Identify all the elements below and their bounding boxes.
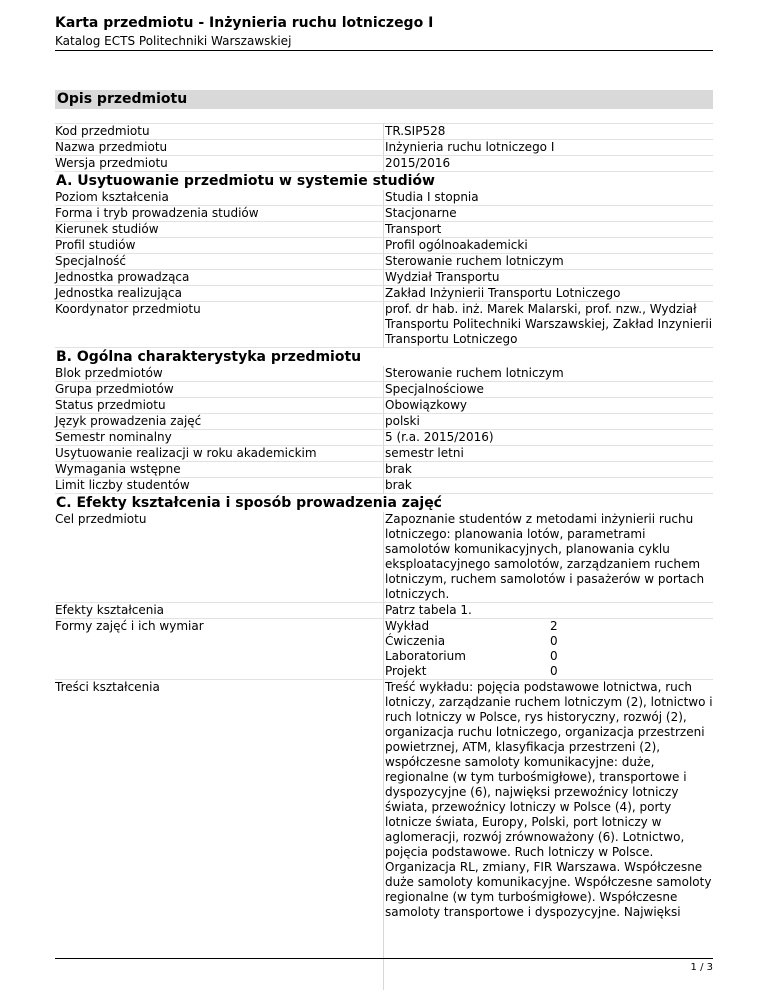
row-value: Zapoznanie studentów z metodami inżynierii ruchu lotniczego: planowania lotów, parametrami samolotów komunikacyjnych, planowania cyklu eksploatacyjnego samolotów, zarządzaniem ruchem lotniczym, ruchem samolotów i pasażerów w portach lotniczych. bbox=[384, 512, 713, 603]
table-row bbox=[55, 446, 713, 462]
row-label: Kierunek studiów bbox=[55, 222, 384, 238]
row-value: Obowiązkowy bbox=[384, 398, 713, 414]
row-value: Profil ogólnoakademicki bbox=[384, 238, 713, 254]
row-value: prof. dr hab. inż. Marek Malarski, prof. nzw., Wydział Transportu Politechniki Warszawskiej, Zakład Inzynierii Transportu Lotniczego bbox=[385, 302, 713, 346]
table-row bbox=[55, 270, 713, 286]
table-row bbox=[55, 238, 713, 254]
row-value: semestr letni bbox=[384, 446, 713, 462]
table-row bbox=[55, 222, 713, 238]
row-label: Kod przedmiotu bbox=[55, 124, 384, 140]
row-label: Treści kształcenia bbox=[55, 680, 384, 920]
row-label: Język prowadzenia zajęć bbox=[55, 414, 384, 430]
row-label: Formy zajęć i ich wymiar bbox=[55, 619, 384, 680]
row-value: Treść wykładu: pojęcia podstawowe lotnictwa, ruch lotniczy, zarządzanie ruchem lotniczym (2), lotnictwo i ruch lotniczy w Polsce, rys historyczny, rozwój (2), organizacja ruchu lotniczego, organizacja przestrzeni powietrznej, ATM, klasyfikacja przestrzeni (2), współczesne samoloty komunikacyjne: duże, regionalne (w tym turbośmigłowe), transportowe i dyspozycyjne (6), najwięksi przewoźnicy lotniczy świata, przewoźnicy lotniczy w Polsce (4), porty lotnicze świata, Europy, Polski, port lotniczy w aglomeracji, rozwój zrównoważony (6). Lotnictwo, pojęcia podstawowe. Ruch lotniczy w Polsce. Organizacja RL, zmiany, FIR Warszawa. Współczesne duże samoloty komunikacyjne. Współczesne samoloty regionalne (w tym turbośmigłowe). Współczesne samoloty transportowe i dyspozycyjne. Najwięksi bbox=[385, 680, 713, 919]
table-row bbox=[55, 124, 713, 140]
page-number: 1 / 3 bbox=[690, 962, 713, 973]
document-title: Karta przedmiotu - Inżynieria ruchu lotniczego I bbox=[55, 15, 434, 31]
table-row bbox=[55, 680, 713, 920]
table-row bbox=[55, 414, 713, 430]
row-label: Jednostka prowadząca bbox=[55, 270, 384, 286]
row-label: Wersja przedmiotu bbox=[55, 156, 384, 172]
row-value: Stacjonarne bbox=[384, 206, 713, 222]
row-label: Usytuowanie realizacji w roku akademickim bbox=[55, 446, 384, 462]
row-label: Nazwa przedmiotu bbox=[55, 140, 384, 156]
row-label: Semestr nominalny bbox=[55, 430, 384, 446]
table-row bbox=[55, 140, 713, 156]
list-item bbox=[385, 634, 713, 649]
row-value: Sterowanie ruchem lotniczym bbox=[384, 254, 713, 270]
row-value: Patrz tabela 1. bbox=[384, 603, 713, 619]
row-label: Status przedmiotu bbox=[55, 398, 384, 414]
table-row bbox=[55, 206, 713, 222]
form-hours: 0 bbox=[550, 664, 558, 678]
list-item bbox=[385, 619, 713, 634]
form-hours: 2 bbox=[550, 619, 558, 633]
form-hours: 0 bbox=[550, 649, 558, 663]
row-label: Cel przedmiotu bbox=[55, 512, 384, 603]
row-label: Forma i tryb prowadzenia studiów bbox=[55, 206, 384, 222]
form-hours: 0 bbox=[550, 634, 558, 648]
form-name: Ćwiczenia bbox=[385, 634, 446, 648]
document-subtitle: Katalog ECTS Politechniki Warszawskiej bbox=[55, 34, 292, 48]
table-row bbox=[55, 302, 713, 348]
forms-list bbox=[384, 619, 713, 680]
row-value: polski bbox=[384, 414, 713, 430]
table-row bbox=[55, 382, 713, 398]
row-value: brak bbox=[384, 462, 713, 478]
row-value: 5 (r.a. 2015/2016) bbox=[384, 430, 713, 446]
row-label: Limit liczby studentów bbox=[55, 478, 384, 494]
table-row bbox=[55, 254, 713, 270]
row-label: Blok przedmiotów bbox=[55, 366, 384, 382]
row-label: Jednostka realizująca bbox=[55, 286, 384, 302]
table-row bbox=[55, 603, 713, 619]
table-row bbox=[55, 156, 713, 172]
row-value: TR.SIP528 bbox=[384, 124, 713, 140]
row-label: Poziom kształcenia bbox=[55, 190, 384, 206]
row-value: Specjalnościowe bbox=[384, 382, 713, 398]
row-value: brak bbox=[384, 478, 713, 494]
table-row bbox=[55, 619, 713, 680]
header-divider bbox=[55, 50, 713, 51]
table-row bbox=[55, 190, 713, 206]
table-row bbox=[55, 512, 713, 603]
section-c-heading: C. Efekty kształcenia i sposób prowadzenia zajęć bbox=[56, 495, 442, 511]
table-row bbox=[55, 366, 713, 382]
table-row bbox=[55, 286, 713, 302]
course-card-table bbox=[55, 90, 713, 990]
row-label: Koordynator przedmiotu bbox=[55, 302, 384, 348]
spacer-row bbox=[55, 109, 713, 124]
section-b-heading: B. Ogólna charakterystyka przedmiotu bbox=[56, 349, 362, 365]
row-label: Profil studiów bbox=[55, 238, 384, 254]
row-value: Transport bbox=[384, 222, 713, 238]
opis-heading: Opis przedmiotu bbox=[55, 90, 713, 109]
row-label: Wymagania wstępne bbox=[55, 462, 384, 478]
row-value: Studia I stopnia bbox=[384, 190, 713, 206]
table-row-continuation bbox=[55, 920, 713, 990]
row-value: Sterowanie ruchem lotniczym bbox=[384, 366, 713, 382]
row-label: Specjalność bbox=[55, 254, 384, 270]
section-a-heading: A. Usytuowanie przedmiotu w systemie studiów bbox=[56, 173, 435, 189]
document-header bbox=[55, 14, 713, 49]
row-label: Grupa przedmiotów bbox=[55, 382, 384, 398]
row-value: Zakład Inżynierii Transportu Lotniczego bbox=[384, 286, 713, 302]
form-name: Laboratorium bbox=[385, 649, 466, 663]
table-row bbox=[55, 430, 713, 446]
row-value: Inżynieria ruchu lotniczego I bbox=[384, 140, 713, 156]
list-item bbox=[385, 664, 713, 679]
table-row bbox=[55, 478, 713, 494]
footer-divider bbox=[55, 958, 713, 959]
form-name: Wykład bbox=[385, 619, 430, 633]
table-row bbox=[55, 462, 713, 478]
row-value: Wydział Transportu bbox=[384, 270, 713, 286]
row-label: Efekty kształcenia bbox=[55, 603, 384, 619]
list-item bbox=[385, 649, 713, 664]
row-value: 2015/2016 bbox=[384, 156, 713, 172]
table-row bbox=[55, 398, 713, 414]
form-name: Projekt bbox=[385, 664, 427, 678]
